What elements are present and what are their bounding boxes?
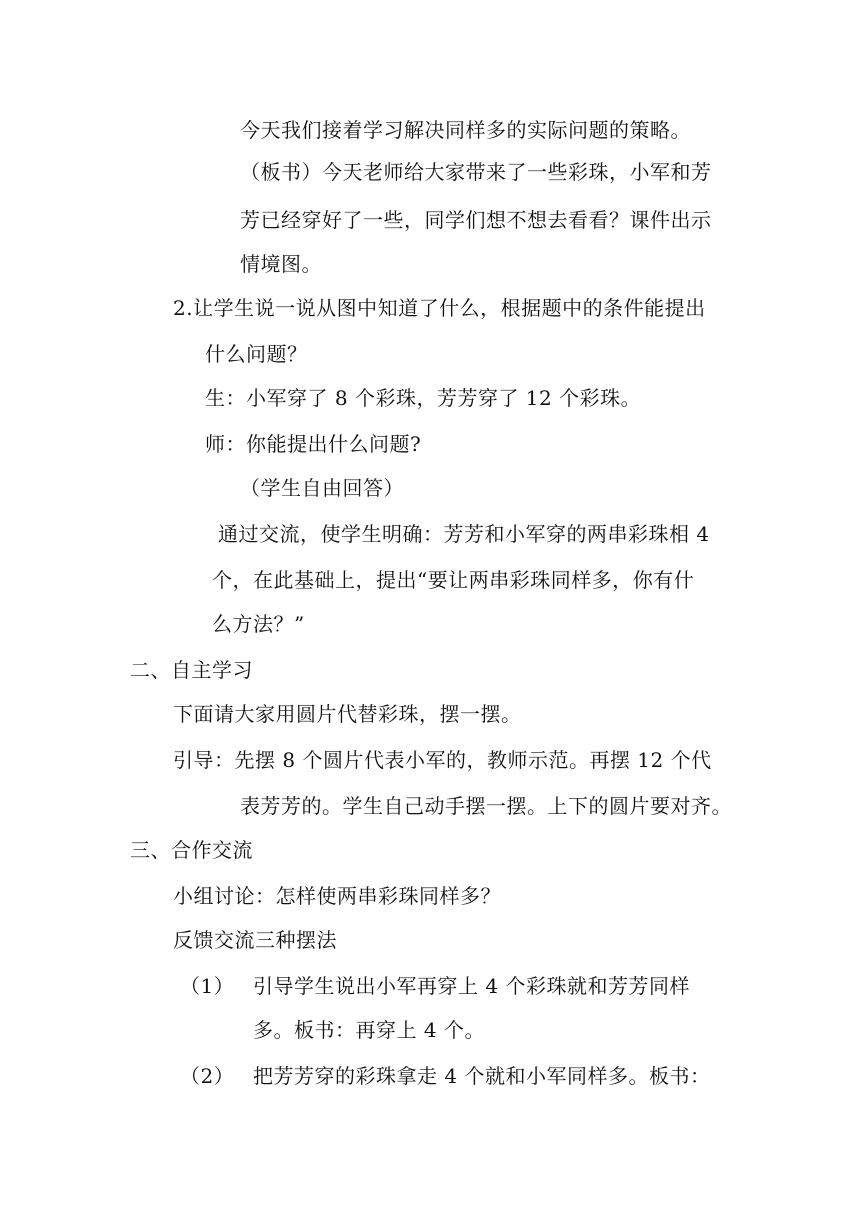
text-line: 把芳芳穿的彩珠拿走 4 个就和小军同样多。板书：	[253, 1064, 711, 1088]
text-line: 2.让学生说一说从图中知道了什么，根据题中的条件能提出	[173, 296, 706, 320]
text-line: （学生自由回答）	[240, 476, 404, 500]
text-line: 多。板书：再穿上 4 个。	[253, 1018, 485, 1042]
text-line: 小组讨论：怎样使两串彩珠同样多？	[173, 884, 501, 908]
text-line: 反馈交流三种摆法	[173, 928, 337, 952]
text-line: 么方法？”	[212, 612, 305, 636]
section-heading: 三、合作交流	[130, 838, 253, 862]
text-line: 引导学生说出小军再穿上 4 个彩珠就和芳芳同样	[253, 974, 690, 998]
text-line: 个，在此基础上，提出“要让两串彩珠同样多，你有什	[212, 568, 695, 592]
text-line: 通过交流，使学生明确：芳芳和小军穿的两串彩珠相 4	[218, 522, 710, 546]
list-marker: （1）	[180, 974, 235, 998]
text-line: 引导：先摆 8 个圆片代表小军的，教师示范。再摆 12 个代	[173, 748, 712, 772]
section-heading: 二、自主学习	[130, 658, 253, 682]
text-line: 师：你能提出什么问题?	[205, 432, 422, 456]
text-line: 今天我们接着学习解决同样多的实际问题的策略。	[240, 118, 691, 142]
text-line: 情境图。	[240, 252, 322, 276]
text-line: 什么问题？	[205, 342, 308, 366]
text-line: 芳已经穿好了一些，同学们想不想去看看？课件出示	[240, 208, 712, 232]
text-line: 生：小军穿了 8 个彩珠，芳芳穿了 12 个彩珠。	[205, 386, 642, 410]
text-line: 表芳芳的。学生自己动手摆一摆。上下的圆片要对齐。	[240, 794, 732, 818]
list-marker: （2）	[180, 1064, 235, 1088]
text-line: 下面请大家用圆片代替彩珠，摆一摆。	[173, 702, 522, 726]
text-line: （板书）今天老师给大家带来了一些彩珠，小军和芳	[240, 160, 712, 184]
